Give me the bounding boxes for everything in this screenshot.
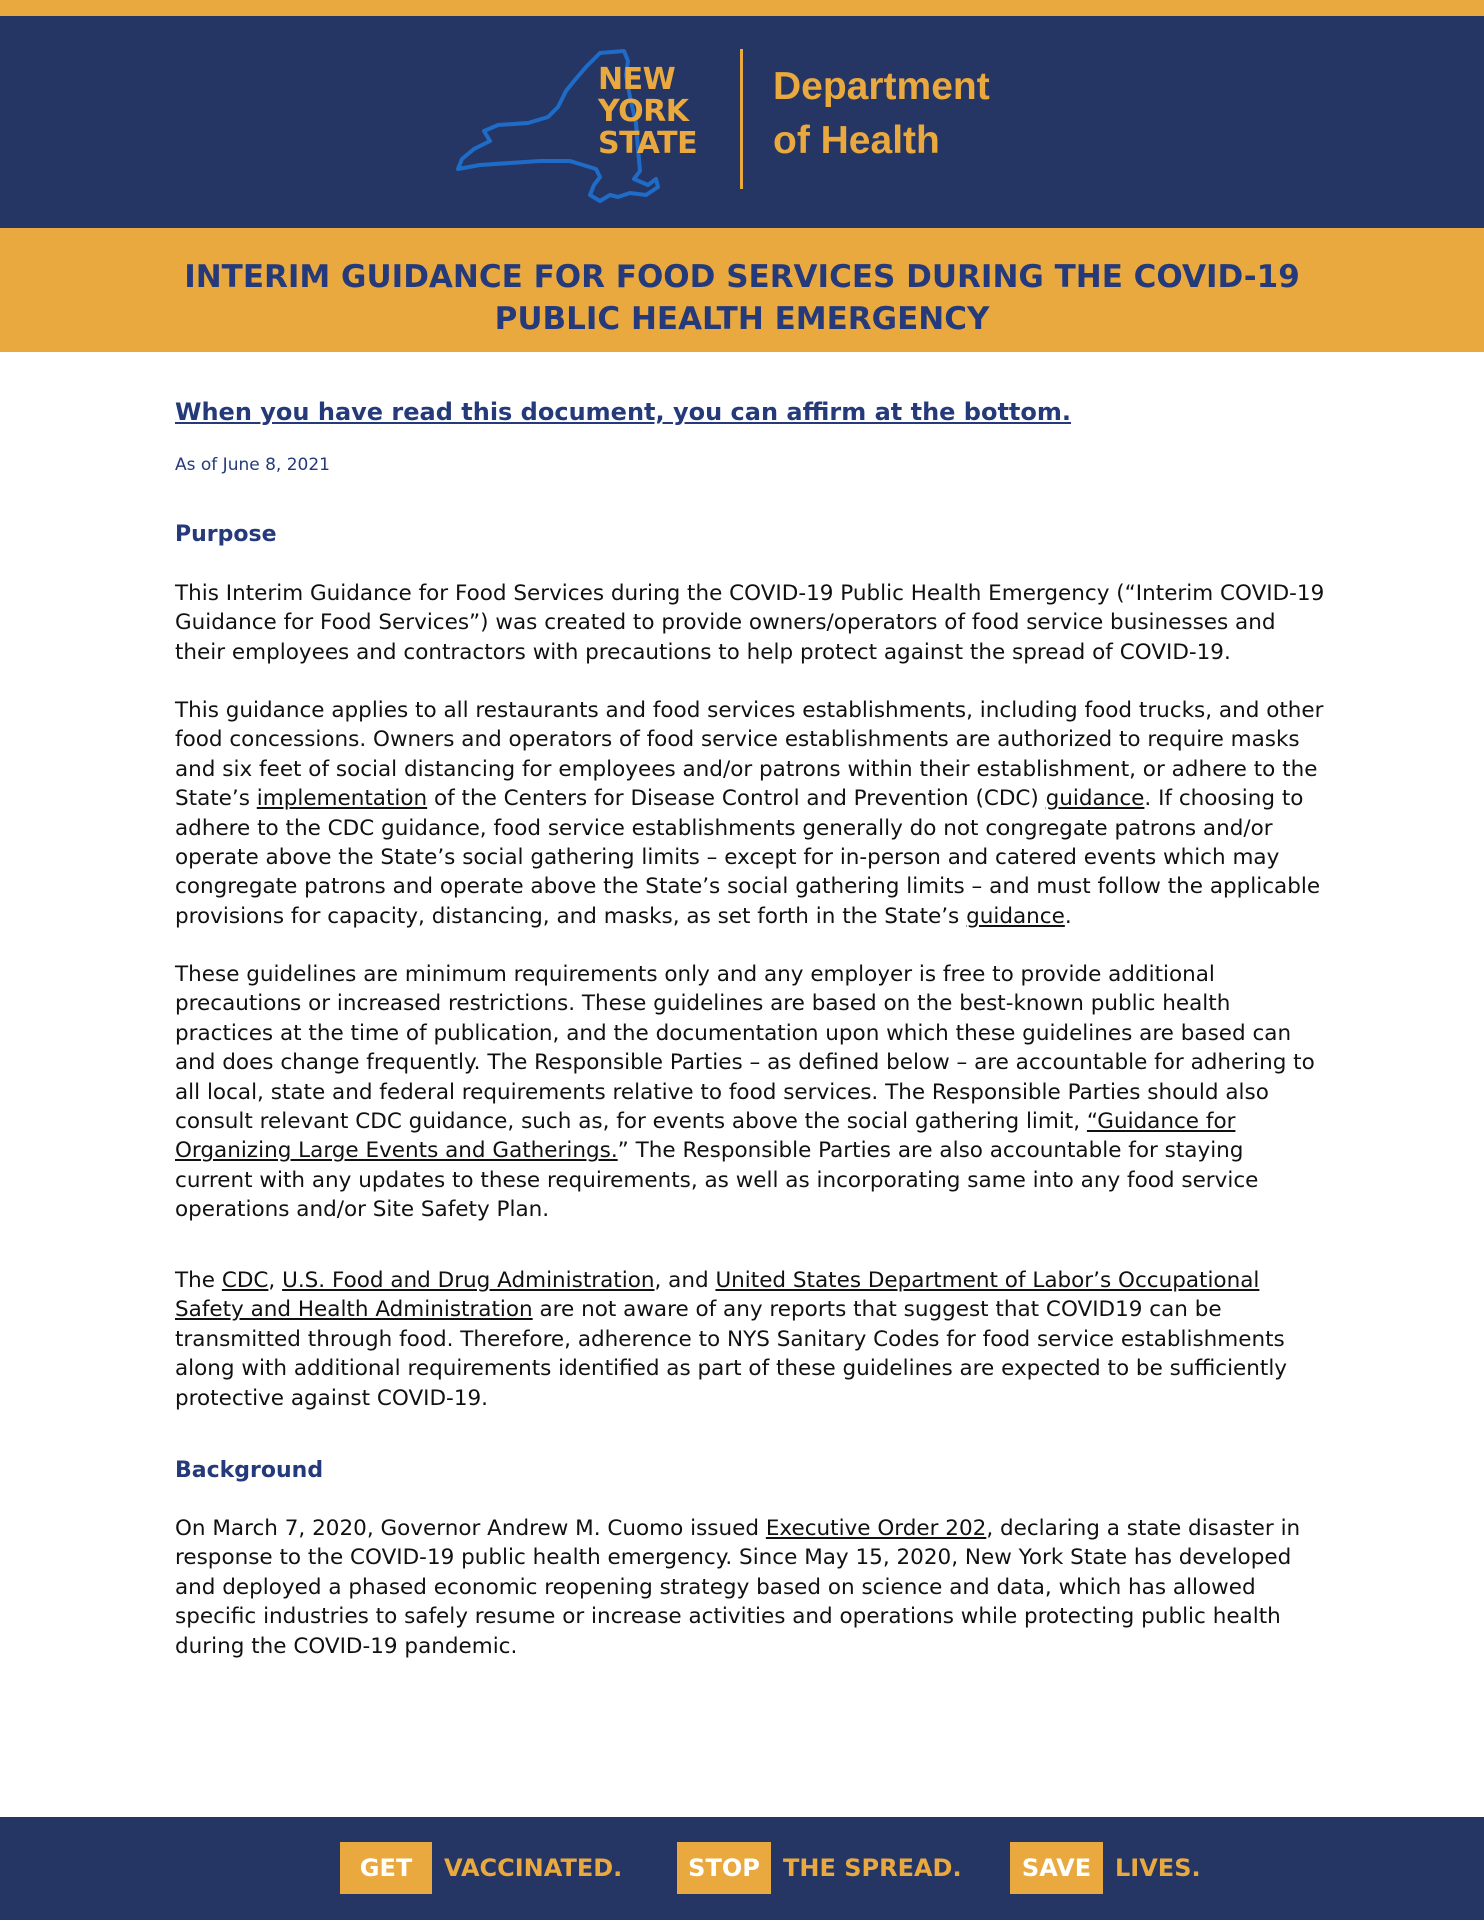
affirm-link[interactable]: When you have read this document, you can affirm at the bottom. bbox=[175, 398, 1072, 426]
p2-text-2: of the Centers for Disease Control and Prevention (CDC) bbox=[427, 786, 1046, 812]
slogan-get-vaccinated bbox=[340, 1842, 622, 1894]
p2-text-1: This guidance applies to all restaurants and food services establishments, including food trucks, and other food concessions. Owners and operators of food service establishments are authorized to require masks and six feet of social distancing for employees and/or patrons within their establishment, or adhere to the State’s bbox=[175, 698, 1324, 812]
top-stripe bbox=[0, 0, 1484, 16]
executive-order-202-link[interactable]: Executive Order 202 bbox=[765, 1516, 987, 1541]
p3-text-2: ” The Responsible Parties are also accountable for staying current with any updates to these requirements, as well as incorporating same into any food service operations and/or Site Safety Plan. bbox=[175, 1138, 1259, 1223]
purpose-paragraph-4 bbox=[175, 1266, 1325, 1413]
purpose-paragraph-1: This Interim Guidance for Food Services during the COVID-19 Public Health Emergency (“Interim COVID-19 Guidance for Food Services”) was created to provide owners/operators of food service businesses and their employees and contractors with precautions to help protect against the spread of COVID-19. bbox=[175, 581, 1325, 665]
logo-divider bbox=[740, 49, 743, 189]
purpose-paragraph-3 bbox=[175, 960, 1325, 1225]
slogan-text-lives: LIVES. bbox=[1115, 1854, 1201, 1882]
implementation-link[interactable]: implementation bbox=[256, 786, 428, 812]
as-of-date: As of June 8, 2021 bbox=[175, 455, 330, 475]
large-events-guidance-link[interactable]: “Guidance for Organizing Large Events and Gatherings. bbox=[175, 1109, 1236, 1164]
state-guidance-link[interactable]: guidance bbox=[966, 903, 1065, 929]
p2-text-4: . bbox=[1064, 903, 1072, 929]
osha-link[interactable]: United States Department of Labor’s Occupational Safety and Health Administration bbox=[175, 1268, 1260, 1323]
purpose-paragraph-2 bbox=[175, 696, 1325, 931]
document-title-line-1: INTERIM GUIDANCE FOR FOOD SERVICES DURING THE COVID-19 bbox=[184, 259, 1300, 295]
p4-text-2: , bbox=[268, 1268, 283, 1293]
bg-text-1: On March 7, 2020, Governor Andrew M. Cuomo issued bbox=[175, 1516, 766, 1541]
document-title bbox=[120, 256, 1364, 340]
slogan-save-lives bbox=[1010, 1842, 1201, 1894]
p4-text-3: , and bbox=[654, 1268, 716, 1293]
p2-text-3: . If choosing to adhere to the CDC guidance, food service establishments generally do not congregate patrons and/or operate above the State’s social gathering limits – except for in-person and catered events which may congregate patrons and operate above the State’s social gathering limits – and must follow the applicable provisions for capacity, distancing, and masks, as set forth in the State’s bbox=[175, 786, 1321, 929]
logo-dept-line-2: of Health bbox=[773, 119, 940, 162]
slogan-text-the-spread: THE SPREAD. bbox=[783, 1854, 962, 1882]
logo-dept-line-1: Department bbox=[773, 65, 990, 108]
p3-text-1: These guidelines are minimum requirements only and any employer is free to provide additional precautions or increased restrictions. These guidelines are based on the best-known public health practices at the time of publication, and the documentation upon which these guidelines are based can and does change frequently. The Responsible Parties – as defined below – are accountable for adhering to all local, state and federal requirements relative to food services. The Responsible Parties should also consult relevant CDC guidance, such as, for events above the social gathering limit, bbox=[175, 962, 1315, 1135]
nys-doh-logo bbox=[450, 45, 1050, 205]
p4-text-1: The bbox=[175, 1268, 222, 1293]
document-title-line-2: PUBLIC HEALTH EMERGENCY bbox=[494, 301, 990, 337]
slogan-text-vaccinated: VACCINATED. bbox=[444, 1854, 623, 1882]
cdc-link[interactable]: CDC bbox=[221, 1268, 269, 1293]
slogan-box-stop: STOP bbox=[677, 1842, 771, 1894]
purpose-heading: Purpose bbox=[175, 522, 277, 547]
logo-state-word-new: NEW bbox=[598, 62, 676, 97]
p4-text-4: are not aware of any reports that suggest that COVID19 can be transmitted through food. Therefore, adherence to NYS Sanitary Codes for food service establishments along with additional requirements identified as part of these guidelines are expected to be sufficiently protective against COVID-19. bbox=[175, 1297, 1288, 1411]
logo-state-word-state: STATE bbox=[598, 126, 698, 161]
logo-state-word-york: YORK bbox=[598, 94, 689, 129]
bg-text-2: , declaring a state disaster in response to the COVID-19 public health emergency. Since May 15, 2020, New York State has developed and deployed a phased economic reopening strategy based on science and data, which has allowed specific industries to safely resume or increase activities and operations while protecting public health during the COVID-19 pandemic. bbox=[175, 1516, 1301, 1659]
cdc-guidance-link[interactable]: guidance bbox=[1045, 786, 1145, 812]
background-heading: Background bbox=[175, 1458, 324, 1483]
background-paragraph-1 bbox=[175, 1514, 1325, 1661]
slogan-box-get: GET bbox=[340, 1842, 432, 1894]
slogan-stop-the-spread bbox=[677, 1842, 962, 1894]
fda-link[interactable]: U.S. Food and Drug Administration bbox=[282, 1268, 655, 1293]
slogan-box-save: SAVE bbox=[1010, 1842, 1103, 1894]
